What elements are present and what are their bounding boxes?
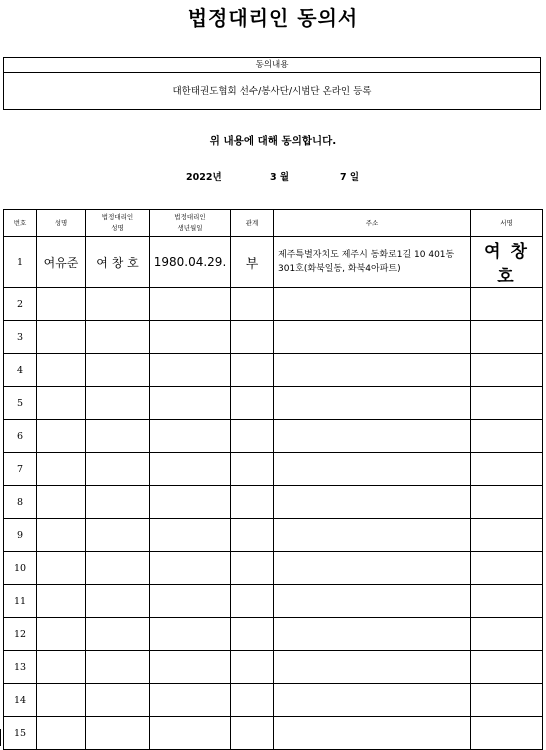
cell-signature[interactable] <box>471 585 543 618</box>
table-row <box>4 684 543 717</box>
cell-signature[interactable] <box>471 618 543 651</box>
table-row <box>4 354 543 387</box>
cell-signature[interactable] <box>471 420 543 453</box>
cell-address[interactable] <box>274 651 471 684</box>
cell-name[interactable] <box>37 684 86 717</box>
table-row <box>4 585 543 618</box>
header-guardian-birthdate-line1: 법정대리인 <box>174 213 206 221</box>
cell-guardian-birthdate[interactable] <box>150 486 231 519</box>
cell-guardian-name[interactable] <box>86 486 150 519</box>
header-name: 성명 <box>37 210 86 237</box>
cell-guardian-birthdate[interactable] <box>150 288 231 321</box>
table-row <box>4 420 543 453</box>
cell-number[interactable]: 14 <box>4 684 37 717</box>
cell-relation[interactable] <box>231 420 274 453</box>
cell-name[interactable] <box>37 387 86 420</box>
cell-signature[interactable] <box>471 288 543 321</box>
cell-name[interactable] <box>37 651 86 684</box>
date-line <box>0 169 546 183</box>
cell-signature[interactable] <box>471 651 543 684</box>
table-row <box>4 552 543 585</box>
date-day: 7 일 <box>340 172 360 183</box>
cell-number[interactable]: 4 <box>4 354 37 387</box>
table-row <box>4 387 543 420</box>
cell-guardian-birthdate[interactable] <box>150 684 231 717</box>
cell-number[interactable]: 3 <box>4 321 37 354</box>
header-signature: 서명 <box>471 210 543 237</box>
cell-number[interactable]: 9 <box>4 519 37 552</box>
table-row <box>4 717 543 750</box>
consent-content-header: 동의내용 <box>4 58 540 73</box>
cell-guardian-birthdate[interactable]: 1980.04.29. <box>150 237 231 288</box>
cell-guardian-name[interactable] <box>86 585 150 618</box>
cell-number[interactable]: 12 <box>4 618 37 651</box>
cell-relation[interactable] <box>231 387 274 420</box>
header-address: 주소 <box>274 210 471 237</box>
header-number: 번호 <box>4 210 37 237</box>
cell-number[interactable]: 11 <box>4 585 37 618</box>
cell-signature[interactable] <box>471 684 543 717</box>
cell-guardian-name[interactable] <box>86 618 150 651</box>
cell-address[interactable] <box>274 321 471 354</box>
cell-name[interactable] <box>37 321 86 354</box>
table-header-row <box>4 210 543 237</box>
cell-address[interactable] <box>274 420 471 453</box>
table-row <box>4 519 543 552</box>
cell-number[interactable]: 1 <box>4 237 37 288</box>
cell-guardian-name[interactable] <box>86 354 150 387</box>
cell-guardian-birthdate[interactable] <box>150 420 231 453</box>
table-row <box>4 321 543 354</box>
cell-relation[interactable] <box>231 486 274 519</box>
cell-signature[interactable] <box>471 717 543 750</box>
table-row <box>4 453 543 486</box>
document-title: 법정대리인 동의서 <box>187 6 359 30</box>
cell-relation[interactable] <box>231 684 274 717</box>
cell-guardian-name[interactable] <box>86 519 150 552</box>
header-guardian-birthdate <box>150 210 231 237</box>
margin-rule <box>0 729 1 746</box>
cell-name[interactable] <box>37 552 86 585</box>
cell-relation[interactable] <box>231 519 274 552</box>
consent-content-body: 대한태권도협회 선수/봉사단/시범단 온라인 등록 <box>172 86 372 97</box>
cell-address[interactable] <box>274 618 471 651</box>
cell-address[interactable]: 제주특별자치도 제주시 동화로1길 10 401동 301호(화북일동, 화북4아파트) <box>274 237 471 288</box>
date-year: 2022년 <box>186 172 222 183</box>
table-body <box>4 237 543 750</box>
cell-signature[interactable]: 여 창 호 <box>471 237 543 288</box>
cell-address[interactable] <box>274 684 471 717</box>
date-month: 3 월 <box>270 172 290 183</box>
cell-number[interactable]: 15 <box>4 717 37 750</box>
cell-number[interactable]: 10 <box>4 552 37 585</box>
cell-signature[interactable] <box>471 354 543 387</box>
cell-relation[interactable] <box>231 585 274 618</box>
cell-relation[interactable] <box>231 618 274 651</box>
consent-content-box <box>3 57 541 110</box>
cell-relation[interactable] <box>231 288 274 321</box>
cell-guardian-birthdate[interactable] <box>150 453 231 486</box>
cell-relation[interactable] <box>231 453 274 486</box>
cell-name[interactable] <box>37 585 86 618</box>
cell-guardian-birthdate[interactable] <box>150 354 231 387</box>
cell-guardian-birthdate[interactable] <box>150 387 231 420</box>
cell-relation[interactable] <box>231 321 274 354</box>
cell-name[interactable] <box>37 519 86 552</box>
cell-relation[interactable] <box>231 717 274 750</box>
cell-name[interactable] <box>37 420 86 453</box>
cell-guardian-name[interactable] <box>86 552 150 585</box>
cell-guardian-birthdate[interactable] <box>150 552 231 585</box>
cell-relation[interactable] <box>231 651 274 684</box>
cell-name[interactable] <box>37 486 86 519</box>
cell-guardian-birthdate[interactable] <box>150 717 231 750</box>
cell-signature[interactable] <box>471 387 543 420</box>
cell-name[interactable] <box>37 453 86 486</box>
cell-guardian-name[interactable] <box>86 387 150 420</box>
header-guardian-name-line2: 성명 <box>111 224 124 232</box>
cell-relation[interactable]: 부 <box>231 237 274 288</box>
cell-guardian-name[interactable]: 여 창 호 <box>86 237 150 288</box>
cell-relation[interactable] <box>231 552 274 585</box>
cell-signature[interactable] <box>471 519 543 552</box>
cell-number[interactable]: 13 <box>4 651 37 684</box>
cell-guardian-birthdate[interactable] <box>150 585 231 618</box>
cell-name[interactable]: 여유준 <box>37 237 86 288</box>
header-guardian-name <box>86 210 150 237</box>
cell-guardian-birthdate[interactable] <box>150 651 231 684</box>
cell-address[interactable] <box>274 288 471 321</box>
cell-address[interactable] <box>274 552 471 585</box>
cell-number[interactable]: 7 <box>4 453 37 486</box>
cell-signature[interactable] <box>471 486 543 519</box>
cell-number[interactable]: 8 <box>4 486 37 519</box>
cell-address[interactable] <box>274 486 471 519</box>
cell-number[interactable]: 5 <box>4 387 37 420</box>
cell-address[interactable] <box>274 585 471 618</box>
cell-guardian-name[interactable] <box>86 321 150 354</box>
header-guardian-name-line1: 법정대리인 <box>101 213 134 221</box>
cell-name[interactable] <box>37 288 86 321</box>
table-row <box>4 237 543 288</box>
cell-guardian-birthdate[interactable] <box>150 618 231 651</box>
cell-guardian-birthdate[interactable] <box>150 321 231 354</box>
table-row <box>4 651 543 684</box>
cell-guardian-name[interactable] <box>86 651 150 684</box>
cell-guardian-name[interactable] <box>86 453 150 486</box>
cell-relation[interactable] <box>231 354 274 387</box>
cell-name[interactable] <box>37 354 86 387</box>
agreement-statement: 위 내용에 대해 동의합니다. <box>209 135 337 147</box>
cell-signature[interactable] <box>471 552 543 585</box>
header-relation: 관계 <box>231 210 274 237</box>
cell-guardian-name[interactable] <box>86 684 150 717</box>
cell-address[interactable] <box>274 354 471 387</box>
cell-guardian-name[interactable] <box>86 717 150 750</box>
cell-guardian-birthdate[interactable] <box>150 519 231 552</box>
cell-name[interactable] <box>37 618 86 651</box>
cell-signature[interactable] <box>471 321 543 354</box>
table-row <box>4 288 543 321</box>
cell-address[interactable] <box>274 387 471 420</box>
cell-address[interactable] <box>274 519 471 552</box>
cell-number[interactable]: 6 <box>4 420 37 453</box>
cell-guardian-name[interactable] <box>86 420 150 453</box>
table-row <box>4 618 543 651</box>
table-row <box>4 486 543 519</box>
cell-address[interactable] <box>274 453 471 486</box>
cell-name[interactable] <box>37 717 86 750</box>
header-guardian-birthdate-line2: 생년월일 <box>177 224 203 232</box>
cell-signature[interactable] <box>471 453 543 486</box>
cell-number[interactable]: 2 <box>4 288 37 321</box>
guardian-consent-table <box>3 209 543 750</box>
cell-guardian-name[interactable] <box>86 288 150 321</box>
cell-address[interactable] <box>274 717 471 750</box>
